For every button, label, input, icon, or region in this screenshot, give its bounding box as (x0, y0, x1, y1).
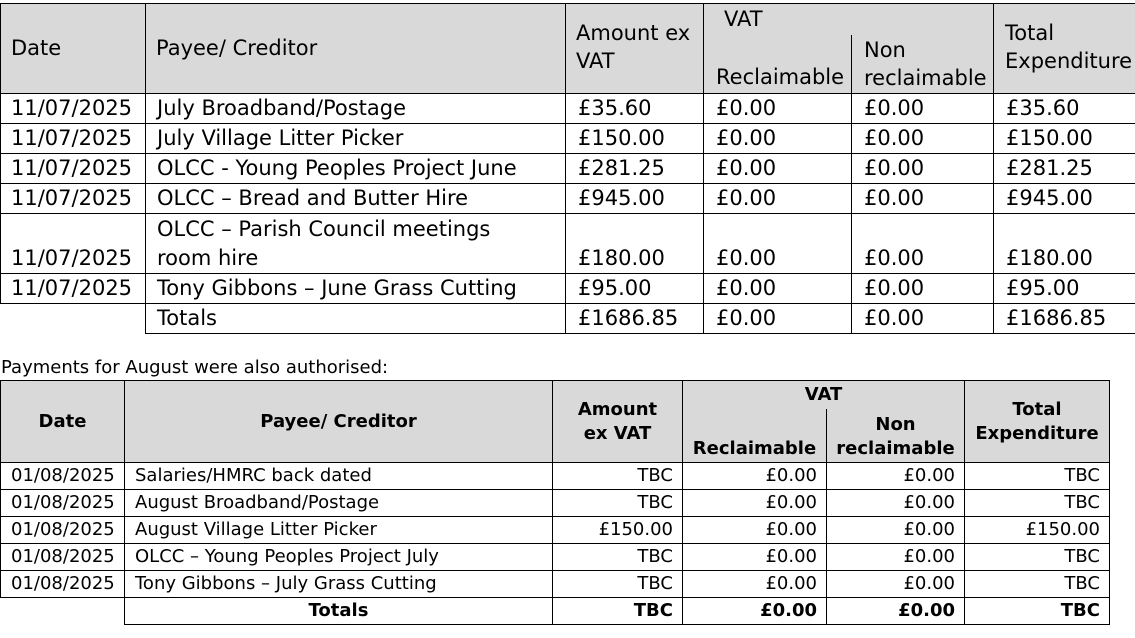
header-vat: VAT (683, 381, 965, 410)
row-reclaimable: £0.00 (683, 571, 827, 598)
row-total: TBC (965, 571, 1110, 598)
totals-total: £1686.85 (994, 304, 1135, 334)
totals-row (1, 598, 1110, 625)
table-row (1, 154, 1135, 184)
row-total: TBC (965, 490, 1110, 517)
row-amount: TBC (553, 463, 683, 490)
row-reclaimable: £0.00 (683, 463, 827, 490)
row-date: 01/08/2025 (1, 517, 125, 544)
row-reclaimable: £0.00 (704, 184, 852, 214)
row-non-reclaimable: £0.00 (852, 154, 994, 184)
row-payee: Tony Gibbons – June Grass Cutting (146, 274, 566, 304)
row-reclaimable: £0.00 (683, 490, 827, 517)
row-date: 11/07/2025 (1, 154, 146, 184)
row-payee: July Broadband/Postage (146, 94, 566, 124)
row-payee: OLCC – Bread and Butter Hire (146, 184, 566, 214)
row-total: TBC (965, 544, 1110, 571)
row-amount: £150.00 (566, 124, 704, 154)
totals-reclaimable: £0.00 (683, 598, 827, 625)
row-reclaimable: £0.00 (704, 94, 852, 124)
header-amount: Amount ex VAT (553, 381, 683, 463)
row-non-reclaimable: £0.00 (852, 124, 994, 154)
row-amount: £95.00 (566, 274, 704, 304)
row-payee: OLCC – Young Peoples Project July (125, 544, 553, 571)
blank-cell (1, 304, 146, 334)
row-amount: £180.00 (566, 214, 704, 274)
row-non-reclaimable: £0.00 (852, 94, 994, 124)
row-date: 11/07/2025 (1, 124, 146, 154)
table-row (1, 214, 1135, 274)
table-row (1, 184, 1135, 214)
header-date: Date (1, 381, 125, 463)
row-reclaimable: £0.00 (683, 544, 827, 571)
totals-label: Totals (146, 304, 566, 334)
table-row (1, 544, 1110, 571)
row-non-reclaimable: £0.00 (852, 214, 994, 274)
header-reclaimable: Reclaimable (683, 409, 827, 463)
row-non-reclaimable: £0.00 (852, 184, 994, 214)
header-date: Date (1, 4, 146, 94)
row-non-reclaimable: £0.00 (852, 274, 994, 304)
august-caption: Payments for August were also authorised: (1, 357, 389, 378)
row-date: 11/07/2025 (1, 184, 146, 214)
row-total: £95.00 (994, 274, 1135, 304)
header-reclaimable: Reclaimable (704, 35, 852, 94)
row-non-reclaimable: £0.00 (827, 544, 965, 571)
row-reclaimable: £0.00 (704, 214, 852, 274)
header-payee: Payee/ Creditor (125, 381, 553, 463)
header-amount: Amount ex VAT (566, 4, 704, 94)
row-total: TBC (965, 463, 1110, 490)
row-non-reclaimable: £0.00 (827, 571, 965, 598)
row-date: 01/08/2025 (1, 463, 125, 490)
row-total: £945.00 (994, 184, 1135, 214)
header-non-reclaimable: Non reclaimable (852, 35, 994, 94)
row-reclaimable: £0.00 (704, 274, 852, 304)
table-row (1, 571, 1110, 598)
table-row (1, 463, 1110, 490)
totals-amount: TBC (553, 598, 683, 625)
row-total: £281.25 (994, 154, 1135, 184)
row-amount: £281.25 (566, 154, 704, 184)
row-date: 01/08/2025 (1, 544, 125, 571)
july-payments-table (0, 3, 1135, 334)
row-non-reclaimable: £0.00 (827, 517, 965, 544)
row-amount: £35.60 (566, 94, 704, 124)
row-total: £180.00 (994, 214, 1135, 274)
row-amount: TBC (553, 544, 683, 571)
totals-non-reclaimable: £0.00 (827, 598, 965, 625)
row-reclaimable: £0.00 (704, 154, 852, 184)
totals-non-reclaimable: £0.00 (852, 304, 994, 334)
table-row (1, 274, 1135, 304)
totals-row (1, 304, 1135, 334)
row-total: £35.60 (994, 94, 1135, 124)
row-amount: £945.00 (566, 184, 704, 214)
header-payee: Payee/ Creditor (146, 4, 566, 94)
row-reclaimable: £0.00 (704, 124, 852, 154)
row-amount: TBC (553, 571, 683, 598)
row-date: 11/07/2025 (1, 94, 146, 124)
totals-label: Totals (125, 598, 553, 625)
totals-reclaimable: £0.00 (704, 304, 852, 334)
header-total: Total Expenditure (965, 381, 1110, 463)
row-reclaimable: £0.00 (683, 517, 827, 544)
row-payee: August Broadband/Postage (125, 490, 553, 517)
row-non-reclaimable: £0.00 (827, 463, 965, 490)
row-amount: £150.00 (553, 517, 683, 544)
row-payee: OLCC - Young Peoples Project June (146, 154, 566, 184)
row-total: £150.00 (994, 124, 1135, 154)
header-total: Total Expenditure (994, 4, 1135, 94)
table-row (1, 490, 1110, 517)
row-payee: August Village Litter Picker (125, 517, 553, 544)
row-date: 01/08/2025 (1, 490, 125, 517)
row-payee: July Village Litter Picker (146, 124, 566, 154)
row-date: 01/08/2025 (1, 571, 125, 598)
totals-total: TBC (965, 598, 1110, 625)
header-non-reclaimable: Non reclaimable (827, 409, 965, 463)
row-date: 11/07/2025 (1, 214, 146, 274)
august-payments-table (0, 380, 1110, 625)
row-payee: OLCC – Parish Council meetings room hire (146, 214, 566, 274)
row-payee: Tony Gibbons – July Grass Cutting (125, 571, 553, 598)
row-total: £150.00 (965, 517, 1110, 544)
row-non-reclaimable: £0.00 (827, 490, 965, 517)
row-amount: TBC (553, 490, 683, 517)
row-date: 11/07/2025 (1, 274, 146, 304)
blank-cell (1, 598, 125, 625)
table-row (1, 124, 1135, 154)
table-row (1, 517, 1110, 544)
totals-amount: £1686.85 (566, 304, 704, 334)
row-payee: Salaries/HMRC back dated (125, 463, 553, 490)
table-row (1, 94, 1135, 124)
header-vat: VAT (704, 4, 994, 36)
